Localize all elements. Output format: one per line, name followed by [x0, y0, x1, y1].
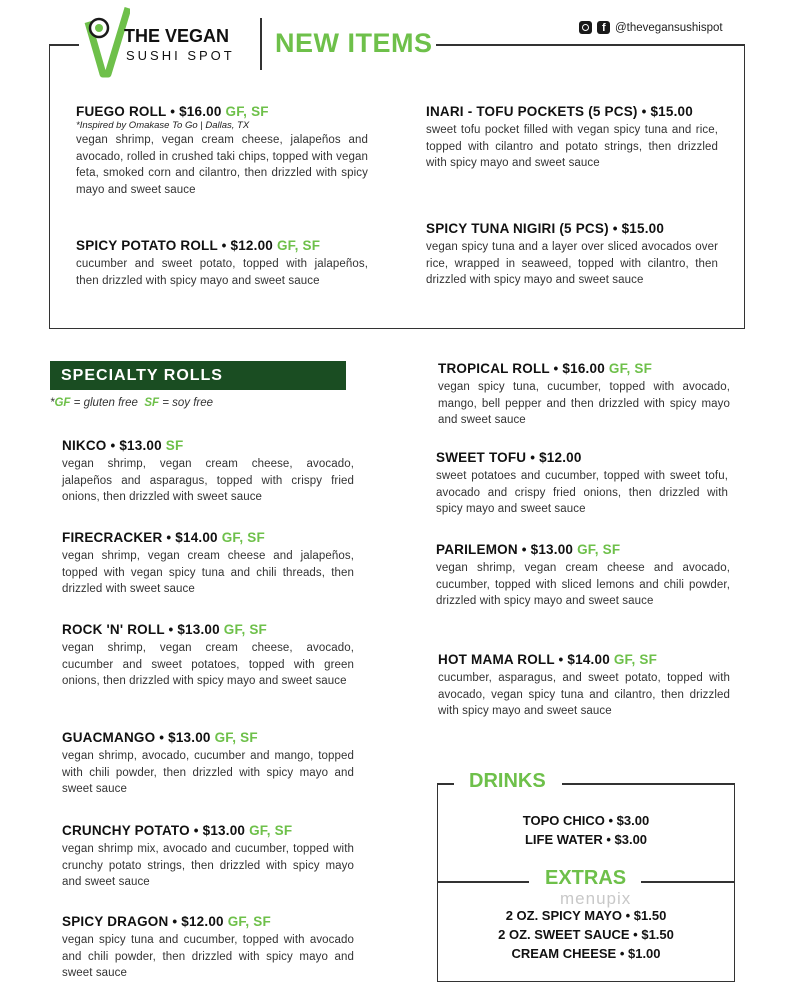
item-description: vegan shrimp, avocado, cucumber and mango, topped with chili powder, then drizzled with spicy mayo and sweet sauce: [62, 750, 354, 796]
specialty-heading-text: SPECIALTY ROLLS: [61, 367, 223, 384]
menu-item-hot-mama-roll: [438, 652, 730, 720]
social-handle[interactable]: @thevegansushispot: [615, 21, 723, 34]
item-name: PARILEMON • $13.00: [436, 542, 574, 557]
item-tags: GF, SF: [223, 622, 267, 637]
drinks-frame-top-left: [437, 783, 454, 785]
item-tags: GF, SF: [577, 542, 621, 557]
menu-item-fuego-roll: [76, 104, 368, 198]
frame-top-right: [436, 44, 744, 46]
menu-item-parilemon: [436, 542, 730, 610]
legend-gf-text: = gluten free: [73, 397, 138, 409]
menu-item-inari-tofu-pockets: [426, 104, 718, 172]
extras-divider-left: [437, 881, 529, 883]
menu-item-spicy-potato-roll: [76, 238, 368, 289]
item-tags: GF, SF: [221, 530, 265, 545]
menu-item-firecracker: [62, 530, 354, 598]
diet-legend: *GF = gluten free SF = soy free: [50, 397, 214, 409]
extras-list: [437, 906, 735, 963]
item-description: cucumber and sweet potato, topped with jalapeños, then drizzled with spicy mayo and sweet sauce: [76, 258, 368, 287]
item-tags: GF, SF: [225, 104, 269, 119]
item-description: vegan shrimp mix, avocado and cucumber, topped with crunchy potato strings, then drizzled with spicy mayo and sweet sauce: [62, 843, 354, 889]
item-description: vegan shrimp, vegan cream cheese and jalapeños, topped with vegan spicy tuna and chili threads, then drizzled with sweet sauce: [62, 550, 354, 596]
item-description: sweet tofu pocket filled with vegan spicy tuna and rice, topped with cilantro and potato strings, then drizzled with spicy mayo and sweet sauce: [426, 124, 718, 170]
item-name: ROCK 'N' ROLL • $13.00: [62, 622, 220, 637]
menu-item-guacmango: [62, 730, 354, 798]
drinks-heading: DRINKS: [469, 770, 546, 792]
instagram-icon[interactable]: [579, 21, 592, 34]
item-name: FUEGO ROLL • $16.00: [76, 104, 222, 119]
drinks-frame-top-right: [562, 783, 735, 785]
item-note: *Inspired by Omakase To Go | Dallas, TX: [76, 120, 250, 131]
item-name: HOT MAMA ROLL • $14.00: [438, 652, 610, 667]
drinks-list: [437, 811, 735, 849]
social-links: [579, 21, 723, 34]
item-tags: GF, SF: [613, 652, 658, 667]
item-tags: GF, SF: [214, 730, 258, 745]
item-description: vegan spicy tuna, cucumber, topped with avocado, mango, bell pepper and then drizzled with spicy mayo and sweet sauce: [438, 381, 730, 427]
item-name: SWEET TOFU • $12.00: [436, 450, 582, 465]
item-name: TROPICAL ROLL • $16.00: [438, 361, 605, 376]
item-name: GUACMANGO • $13.00: [62, 730, 211, 745]
extra-item: CREAM CHEESE • $1.00: [511, 946, 661, 961]
item-name: SPICY TUNA NIGIRI (5 PCS) • $15.00: [426, 221, 665, 236]
menu-item-spicy-tuna-nigiri: [426, 221, 718, 289]
item-description: cucumber, asparagus, and sweet potato, topped with avocado, vegan spicy tuna and cilantro, then drizzled with spicy mayo and sweet sauce: [438, 672, 730, 718]
new-items-title: NEW ITEMS: [275, 28, 433, 58]
extras-divider-right: [641, 881, 735, 883]
menu-item-spicy-dragon: [62, 914, 354, 982]
drink-item: TOPO CHICO • $3.00: [522, 813, 650, 828]
item-name: NIKCO • $13.00: [62, 438, 162, 453]
item-name: FIRECRACKER • $14.00: [62, 530, 218, 545]
drink-item: LIFE WATER • $3.00: [524, 832, 648, 847]
item-tags: GF, SF: [227, 914, 271, 929]
legend-gf: GF: [54, 397, 71, 409]
item-description: vegan spicy tuna and a layer over sliced avocados over rice, wrapped in seaweed, topped with cilantro, then drizzled with spicy mayo and sweet sauce: [426, 241, 718, 287]
facebook-icon[interactable]: f: [597, 21, 610, 34]
item-description: vegan shrimp, vegan cream cheese, avocado, jalapeños and asparagus, topped with crispy fried onions, then drizzled with sweet sauce: [62, 458, 354, 504]
item-tags: GF, SF: [276, 238, 321, 253]
legend-sf-text: = soy free: [162, 397, 214, 409]
extras-heading: EXTRAS: [545, 867, 627, 889]
item-description: vegan shrimp, vegan cream cheese, jalapeños and avocado, rolled in crushed taki chips, topped with vegan feta, smoked corn and cilantro, then drizzled with spicy mayo and sweet sauce: [76, 134, 368, 196]
menu-item-nikco: [62, 438, 354, 506]
item-name: SPICY DRAGON • $12.00: [62, 914, 224, 929]
extra-item: 2 OZ. SWEET SAUCE • $1.50: [498, 927, 674, 942]
specialty-rolls-heading: [50, 361, 346, 390]
menu-item-rock-n-roll: [62, 622, 354, 690]
item-tags: GF, SF: [249, 823, 293, 838]
brand-name-line1: THE VEGAN: [124, 26, 230, 46]
item-name: SPICY POTATO ROLL • $12.00: [76, 238, 273, 253]
item-description: sweet potatoes and cucumber, topped with sweet tofu, avocado and crispy fried onions, then drizzled with spicy mayo and sweet sauce: [436, 470, 728, 516]
item-description: vegan spicy tuna and cucumber, topped with avocado and chili powder, then drizzled with spicy mayo and sweet sauce: [62, 934, 354, 980]
item-tags: SF: [165, 438, 184, 453]
item-description: vegan shrimp, vegan cream cheese, avocado, cucumber and sweet potatoes, topped with green onions, then drizzled with spicy mayo and sweet sauce: [62, 642, 354, 688]
menu-item-sweet-tofu: [436, 450, 728, 518]
brand-name-line2: SUSHI SPOT: [126, 48, 235, 63]
frame-top-left: [49, 44, 79, 46]
menu-item-crunchy-potato: [62, 823, 354, 891]
watermark: menupix: [560, 889, 632, 908]
item-name: INARI - TOFU POCKETS (5 PCS) • $15.00: [426, 104, 693, 119]
menu-item-tropical-roll: [438, 361, 730, 429]
item-tags: GF, SF: [608, 361, 653, 376]
item-name: CRUNCHY POTATO • $13.00: [62, 823, 246, 838]
extra-item: 2 OZ. SPICY MAYO • $1.50: [505, 908, 667, 923]
legend-sf: SF: [144, 397, 160, 409]
item-description: vegan shrimp, vegan cream cheese and avocado, cucumber, topped with sliced lemons and chili powder, drizzled with spicy mayo and sweet sauce: [436, 562, 730, 608]
